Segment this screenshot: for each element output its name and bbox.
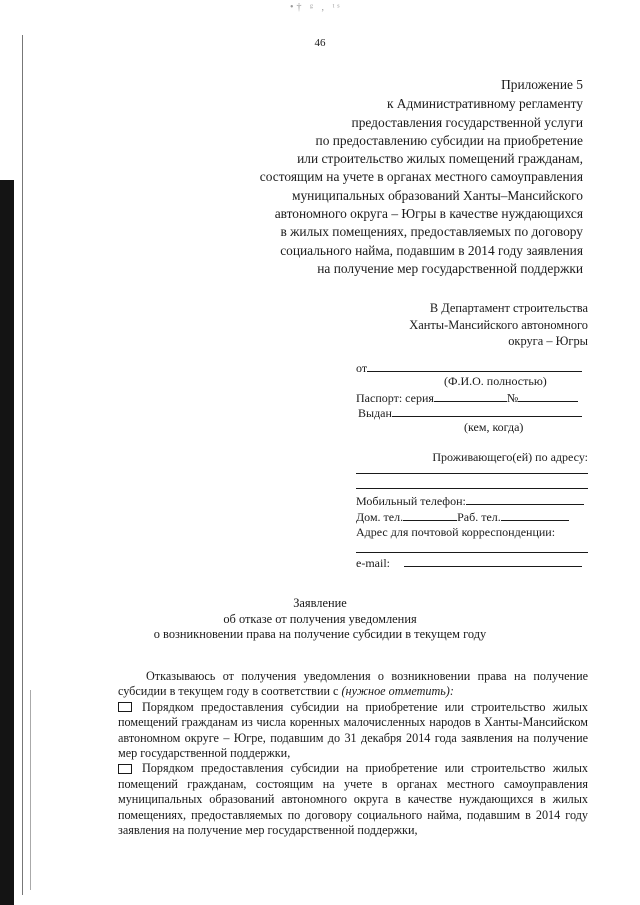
mobile-row [356, 493, 584, 509]
appendix-line: муниципальных образований Ханты–Мансийского [292, 187, 583, 203]
option-1-text: Порядком предоставления субсидии на приобретение или строительство жилых помещений гражданам из числа коренных малочисленных народов в Ханты-Мансийском автономном округе – Югре, подавшим до 31 декабря 2014 года заявления на получение мер государственной поддержки, [118, 699, 588, 761]
appendix-line: к Административному регламенту [386, 96, 583, 112]
passport-series-field[interactable] [434, 390, 507, 402]
option-2 [118, 761, 588, 838]
home-phone-field[interactable] [403, 509, 457, 521]
address-line-2[interactable] [356, 488, 588, 489]
from-hint: (Ф.И.О. полностью) [444, 374, 547, 388]
appendix-line: на получение мер государственной поддержки [317, 260, 583, 276]
home-phone-label: Дом. тел. [356, 510, 404, 524]
passport-series-label: Паспорт: серия [356, 391, 434, 405]
title-line-2: об отказе от получения уведомления [223, 611, 417, 626]
option-1 [118, 700, 588, 762]
appendix-line: предоставления государственной услуги [351, 114, 583, 130]
appendix-line: по предоставлению субсидии на приобретение [315, 132, 583, 148]
email-field[interactable] [404, 555, 582, 567]
addressee-line: округа – Югры [508, 334, 588, 348]
addressee-block [409, 300, 588, 350]
appendix-header [260, 76, 583, 278]
scan-edge-shadow [0, 180, 14, 905]
residing-label: Проживающего(ей) по адресу: [432, 450, 588, 464]
addressee-line: Ханты-Мансийского автономного [409, 317, 588, 332]
email-row [356, 555, 582, 571]
intro-text: Отказываюсь от получения уведомления о возникновении права на получение субсидии в текущем году в соответствии с [118, 669, 588, 699]
appendix-line: автономного округа – Югры в качестве нуждающихся [274, 206, 583, 222]
issued-field[interactable] [392, 405, 582, 417]
option-2-checkbox[interactable] [118, 764, 132, 774]
work-phone-field[interactable] [501, 509, 569, 521]
address-line-1[interactable] [356, 473, 588, 474]
page-number: 46 [314, 37, 326, 49]
intro-paragraph [118, 669, 588, 700]
passport-number-label: № [506, 391, 519, 405]
appendix-line: или строительство жилых помещений гражданам, [297, 151, 583, 167]
mobile-field[interactable] [466, 493, 584, 505]
from-field[interactable] [367, 360, 582, 372]
intro-note: (нужное отметить): [341, 684, 454, 699]
scan-marks: •† ᵍ , ᵗˢ [290, 2, 343, 13]
appendix-line: социального найма, подавшим в 2014 году заявления [280, 242, 583, 258]
option-2-text: Порядком предоставления субсидии на приобретение или строительство жилых помещений гражданам, состоящим на учете в органах местного самоуправления муниципальных образований автономного округа в качестве нуждающихся в жилых помещениях, предоставляемых по договору социального найма, подавшим в 2014 году заявления на получение мер государственной поддержки, [118, 761, 588, 838]
issued-label: Выдан [358, 406, 392, 420]
mobile-label: Мобильный телефон: [356, 494, 466, 508]
option-1-checkbox[interactable] [118, 702, 132, 712]
work-phone-label: Раб. тел. [457, 510, 501, 524]
mail-address-label: Адрес для почтовой корреспонденции: [356, 525, 556, 539]
scan-edge-line-lower [30, 690, 31, 890]
statement-body [118, 669, 588, 838]
title-line-3: о возникновении права на получение субсидии в текущем году [153, 627, 487, 641]
appendix-line: в жилых помещениях, предоставляемых по договору [280, 224, 583, 240]
statement-title [0, 596, 640, 643]
appendix-line: состоящим на учете в органах местного самоуправления [259, 169, 583, 185]
addressee-line: В Департамент строительства [429, 301, 588, 315]
issued-hint: (кем, когда) [464, 420, 524, 434]
scan-edge-line [22, 35, 23, 895]
title-line-1: Заявление [293, 596, 347, 610]
appendix-title: Приложение 5 [501, 77, 583, 92]
mail-address-line[interactable] [356, 552, 588, 553]
phones-row [356, 509, 569, 525]
passport-row [356, 390, 578, 406]
passport-number-field[interactable] [518, 390, 578, 402]
email-label: e-mail: [356, 556, 390, 570]
issued-row [358, 405, 582, 421]
from-label: от [356, 361, 368, 375]
